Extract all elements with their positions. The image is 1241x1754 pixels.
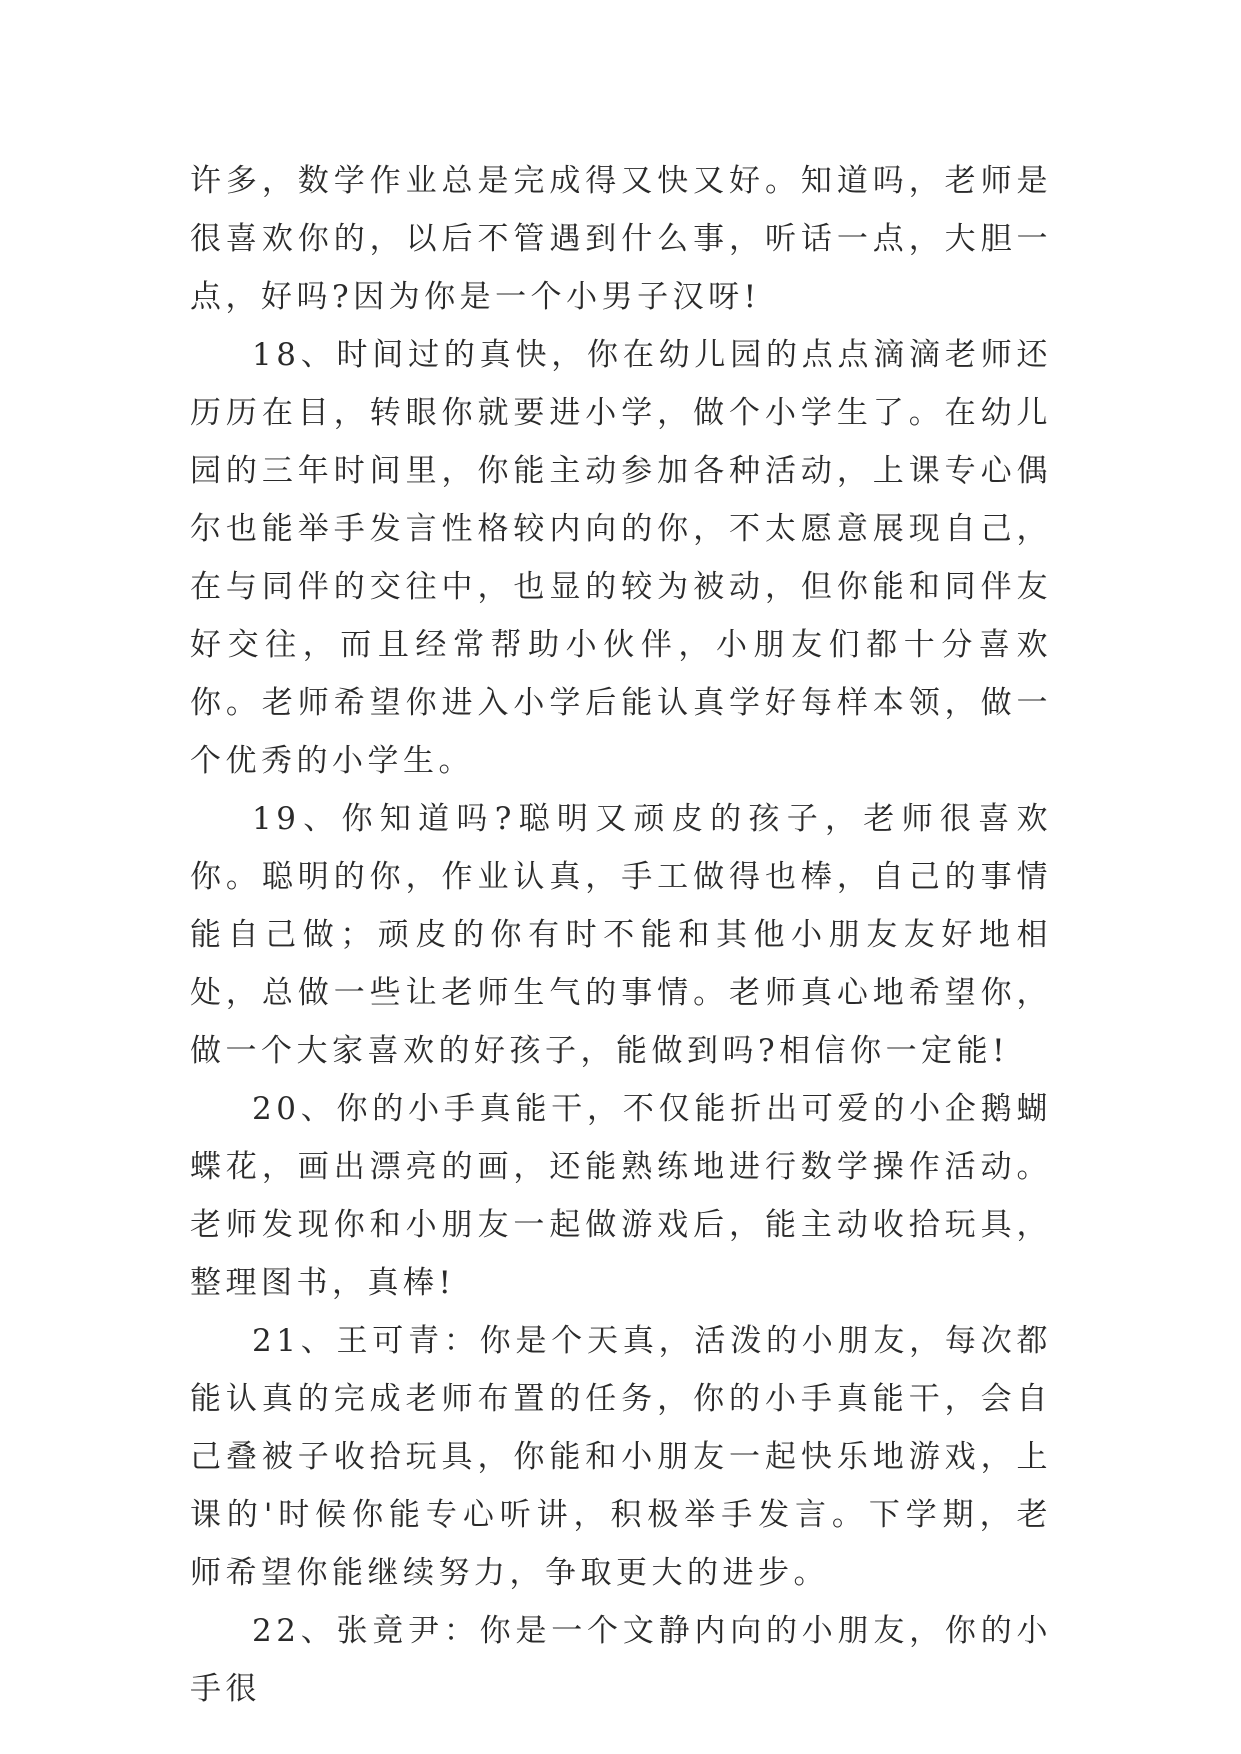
paragraph-item-18: 18、时间过的真快，你在幼儿园的点点滴滴老师还历历在目，转眼你就要进小学，做个小学生了。在幼儿园的三年时间里，你能主动参加各种活动，上课专心偶尔也能举手发言性格较内向的你，不太愿意展现自己，在与同伴的交往中，也显的较为被动，但你能和同伴友好交往，而且经常帮助小伙伴，小朋友们都十分喜欢你。老师希望你进入小学后能认真学好每样本领，做一个优秀的小学生。: [190, 337, 1052, 779]
paragraph-item-22: 22、张竟尹：你是一个文静内向的小朋友，你的小手很: [190, 1613, 1052, 1707]
document-body: [190, 152, 1052, 1718]
paragraph-item-21: 21、王可青：你是个天真，活泼的小朋友，每次都能认真的完成老师布置的任务，你的小手真能干，会自己叠被子收拾玩具，你能和小朋友一起快乐地游戏，上课的'时候你能专心听讲，积极举手发言。下学期，老师希望你能继续努力，争取更大的进步。: [190, 1323, 1052, 1591]
paragraph-continuation: 许多，数学作业总是完成得又快又好。知道吗，老师是很喜欢你的，以后不管遇到什么事，听话一点，大胆一点，好吗?因为你是一个小男子汉呀!: [190, 163, 1052, 315]
paragraph-item-19: 19、你知道吗?聪明又顽皮的孩子，老师很喜欢你。聪明的你，作业认真，手工做得也棒，自己的事情能自己做；顽皮的你有时不能和其他小朋友友好地相处，总做一些让老师生气的事情。老师真心地希望你，做一个大家喜欢的好孩子，能做到吗?相信你一定能!: [190, 801, 1052, 1069]
paragraph-item-20: 20、你的小手真能干，不仅能折出可爱的小企鹅蝴蝶花，画出漂亮的画，还能熟练地进行数学操作活动。老师发现你和小朋友一起做游戏后，能主动收拾玩具，整理图书，真棒!: [190, 1091, 1052, 1301]
